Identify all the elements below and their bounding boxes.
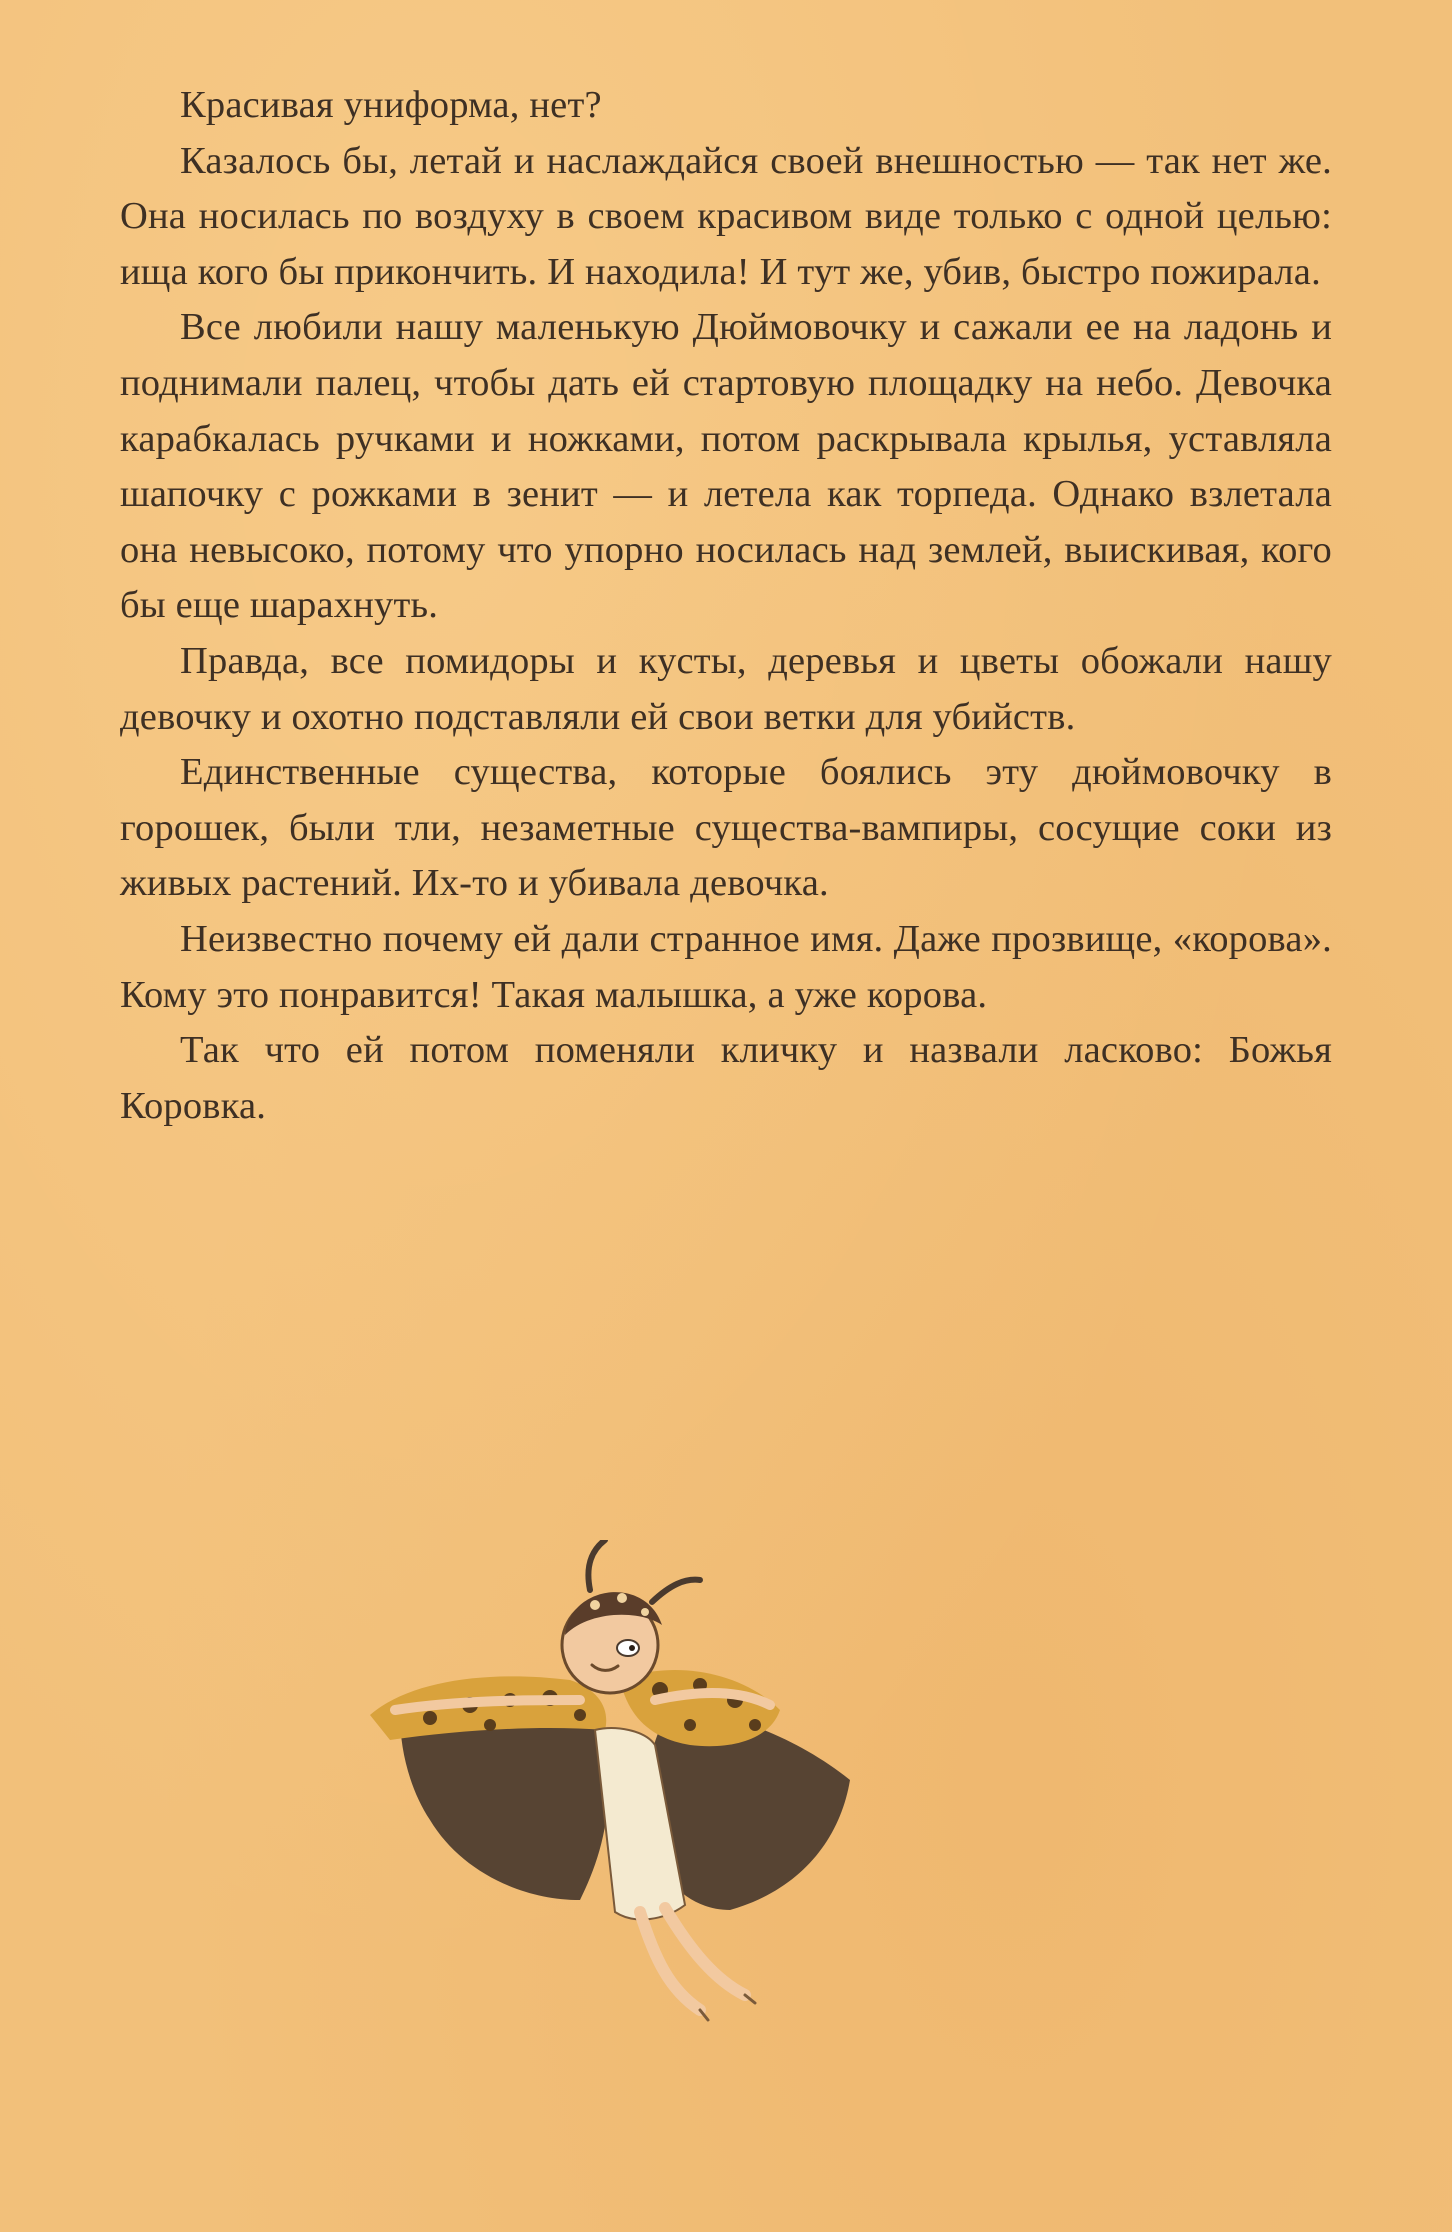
paragraph-2: Казалось бы, летай и наслаждайся своей внешностью — так нет же. Она носилась по воздуху в своем красивом виде только с одной целью: ища кого бы прикончить. И находила! И тут же, убив, быстро пожирала. (120, 139, 1332, 293)
paragraph-7: Так что ей потом поменяли кличку и назвали ласково: Божья Коровка. (120, 1029, 1332, 1127)
paragraph-1: Красивая униформа, нет? (180, 84, 602, 126)
girl-eye (617, 1640, 639, 1656)
antenna-right (652, 1580, 700, 1602)
paragraph-4: Правда, все помидоры и кусты, деревья и цветы обожали нашу девочку и охотно подставляли ей свои ветки для убийств. (120, 639, 1332, 738)
paragraph-3: Все любили нашу маленькую Дюймовочку и сажали ее на ладонь и поднимали палец, чтобы дать ей стартовую площадку на небо. Девочка карабкалась ручками и ножками, потом раскрывала крылья, уставляла шапочку с рожками в зенит — и летела как торпеда. Однако взлетала она невысоко, потому что упорно носилась над землей, выискивая, кого бы еще шарахнуть. (120, 306, 1332, 627)
flying-ladybug-girl-illustration (370, 1540, 890, 2060)
paragraph-6: Неизвестно почему ей дали странное имя. Даже прозвище, «корова». Кому это понравится! Такая малышка, а уже корова. (120, 917, 1332, 1016)
antenna-left (588, 1540, 605, 1590)
page-text (120, 78, 1332, 1134)
paragraph-5: Единственные существа, которые боялись эту дюймовочку в горошек, были тли, незаметные существа-вампиры, сосущие соки из живых растений. Их-то и убивала девочка. (120, 751, 1332, 905)
